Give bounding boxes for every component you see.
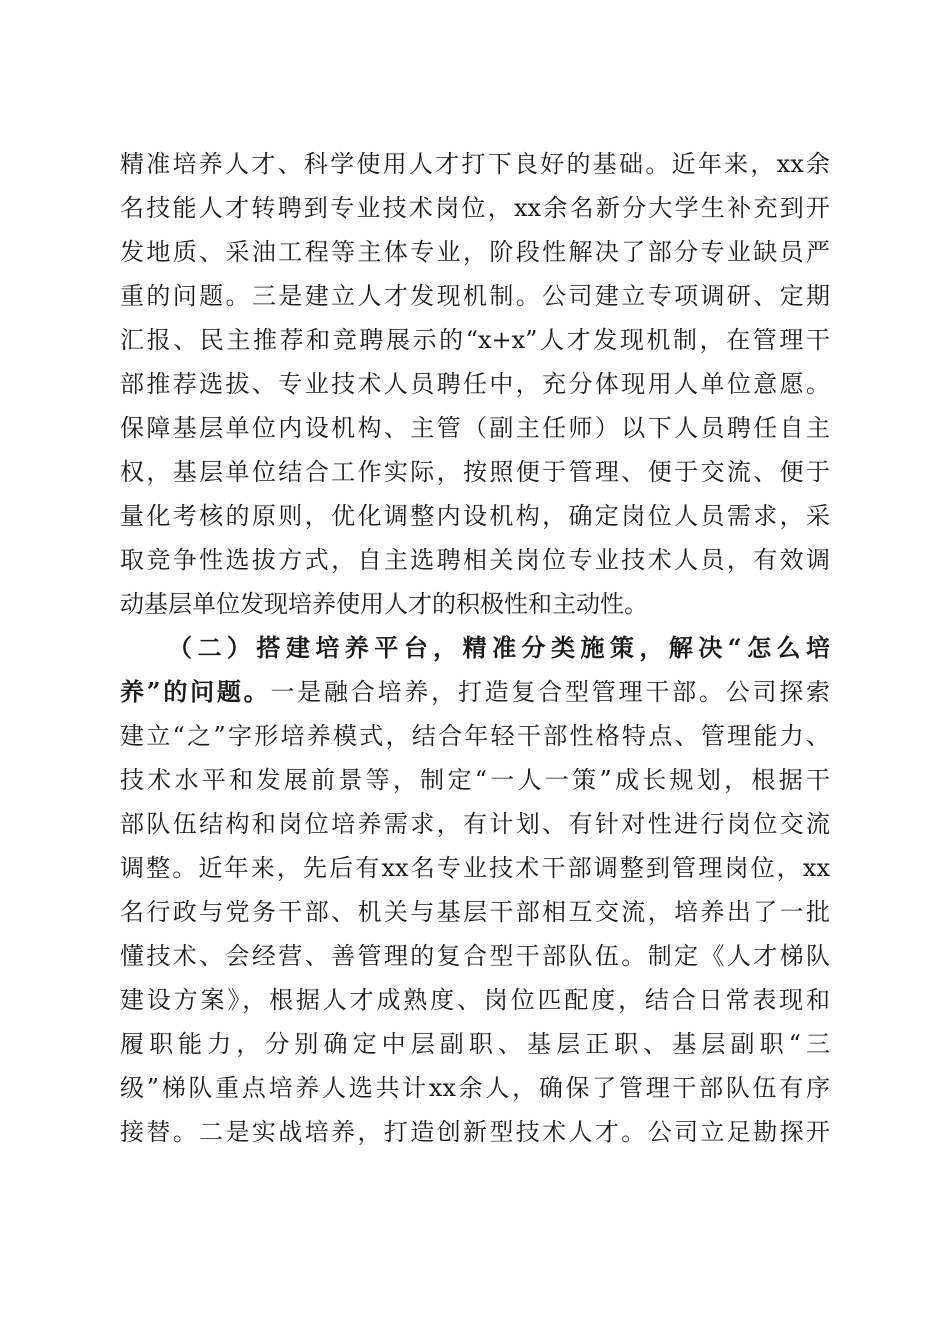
body-line: 级”梯队重点培养人选共计xx余人，确保了管理干部队伍有序 — [120, 1074, 830, 1102]
body-line: 技术水平和发展前景等，制定“一人一策”成长规划，根据干 — [120, 766, 830, 794]
document-body — [120, 142, 830, 1154]
body-text: 一是融合培养，打造复合型管理干部。公司探索 — [270, 678, 830, 706]
body-line: 动基层单位发现培养使用人才的积极性和主动性。 — [120, 590, 648, 618]
body-line: 部队伍结构和岗位培养需求，有计划、有针对性进行岗位交流 — [120, 810, 830, 838]
body-line: 权，基层单位结合工作实际，按照便于管理、便于交流、便于 — [120, 458, 830, 486]
body-line: 履职能力，分别确定中层副职、基层正职、基层副职“三 — [120, 1030, 830, 1058]
body-line: 精准培养人才、科学使用人才打下良好的基础。近年来，xx余 — [120, 150, 830, 178]
body-line: 懂技术、会经营、善管理的复合型干部队伍。制定《人才梯队 — [120, 942, 830, 970]
body-line: 汇报、民主推荐和竞聘展示的“x+x”人才发现机制，在管理干 — [120, 326, 830, 354]
body-line: 重的问题。三是建立人才发现机制。公司建立专项调研、定期 — [120, 282, 830, 310]
body-line: 接替。二是实战培养，打造创新型技术人才。公司立足勘探开 — [120, 1118, 830, 1146]
section-heading-line-2 — [120, 670, 830, 714]
body-line: 建设方案》，根据人才成熟度、岗位匹配度，结合日常表现和 — [120, 986, 830, 1014]
body-line: 部推荐选拔、专业技术人员聘任中，充分体现用人单位意愿。 — [120, 370, 830, 398]
section-heading: （二）搭建培养平台，精准分类施策，解决“怎么培 — [168, 633, 830, 662]
body-line: 发地质、采油工程等主体专业，阶段性解决了部分专业缺员严 — [120, 238, 830, 266]
body-line: 名行政与党务干部、机关与基层干部相互交流，培养出了一批 — [120, 898, 830, 926]
body-line: 保障基层单位内设机构、主管（副主任师）以下人员聘任自主 — [120, 414, 830, 442]
body-line: 量化考核的原则，优化调整内设机构，确定岗位人员需求，采 — [120, 502, 830, 530]
body-line: 名技能人才转聘到专业技术岗位，xx余名新分大学生补充到开 — [120, 194, 830, 222]
body-line: 调整。近年来，先后有xx名专业技术干部调整到管理岗位，xx — [120, 854, 830, 882]
section-heading-tail: 养”的问题。 — [120, 677, 271, 706]
body-line: 建立“之”字形培养模式，结合年轻干部性格特点、管理能力、 — [120, 722, 830, 750]
body-line: 取竞争性选拔方式，自主选聘相关岗位专业技术人员，有效调 — [120, 546, 830, 574]
